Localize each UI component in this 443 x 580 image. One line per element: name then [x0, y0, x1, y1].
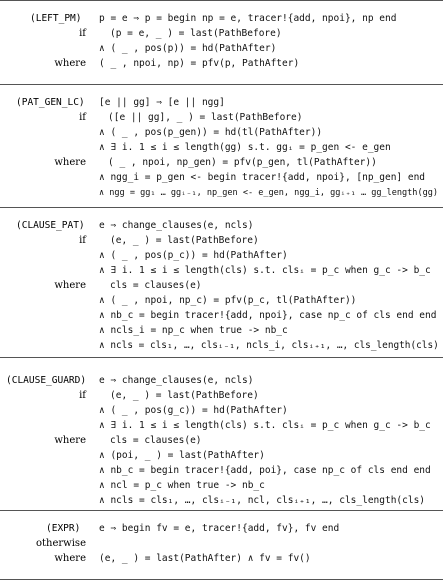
rule-top	[0, 0, 443, 1]
rule-tag-expr: (EXPR)	[46, 523, 81, 534]
rule-line-3-1: e ⇒ change_clauses(e, ncls)	[99, 220, 254, 231]
rule-tag-pat-gen-lc: (PAT_GEN_LC)	[16, 97, 85, 108]
rule-line-2-4: ∧ ∃ i. 1 ≤ i ≤ length(gg) s.t. ggᵢ = p_gen <- e_gen	[99, 142, 391, 153]
rule-line-4-9: ∧ ncls = cls₁, …, clsᵢ₋₁, ncl, clsᵢ₊₁, …, cls_length(cls)	[99, 495, 426, 506]
rule-line-4-6: ∧ (poi, _ ) = last(PathAfter)	[99, 450, 265, 461]
keyword-if-2: if	[79, 112, 86, 123]
rule-4	[0, 510, 443, 511]
rule-line-3-4: ∧ ∃ i. 1 ≤ i ≤ length(cls) s.t. clsᵢ = p_c when g_c -> b_c	[99, 265, 431, 276]
keyword-where-2: where	[54, 157, 86, 168]
rule-line-1-4: ( _ , npoi, np) = pfv(p, PathAfter)	[99, 58, 300, 69]
rule-1	[0, 84, 443, 85]
rule-line-4-3: ∧ ( _ , pos(g_c)) = hd(PathAfter)	[99, 405, 288, 416]
keyword-where-3: where	[54, 280, 86, 291]
rule-line-2-7: ∧ ngg = gg₁ … ggᵢ₋₁, np_gen <- e_gen, ngg_i, ggᵢ₊₁ … gg_length(gg)	[99, 188, 438, 198]
rule-line-2-1: [e || gg] ⇒ [e || ngg]	[99, 97, 225, 108]
rule-line-1-1: p = e ⇒ p = begin np = e, tracer!{add, npoi}, np end	[99, 13, 397, 24]
rule-3	[0, 357, 443, 358]
rule-line-3-8: ∧ ncls_i = np_c when true -> nb_c	[99, 325, 288, 336]
rule-tag-clause-pat: (CLAUSE_PAT)	[16, 220, 85, 231]
rule-tag-clause-guard: (CLAUSE_GUARD)	[6, 375, 87, 386]
keyword-if-3: if	[79, 235, 86, 246]
rule-line-2-3: ∧ ( _ , pos(p_gen)) = hd(tl(PathAfter))	[99, 127, 323, 138]
keyword-where-5: where	[54, 553, 86, 564]
rule-line-4-8: ∧ ncl = p_c when true -> nb_c	[99, 480, 265, 491]
keyword-if-1: if	[79, 28, 86, 39]
rule-2	[0, 207, 443, 208]
rule-line-2-6: ∧ ngg_i = p_gen <- begin tracer!{add, npoi}, [np_gen] end	[99, 172, 426, 183]
rule-line-3-2: (e, _ ) = last(PathBefore)	[110, 235, 259, 246]
keyword-where-1: where	[54, 58, 86, 69]
rule-line-4-4: ∧ ∃ i. 1 ≤ i ≤ length(cls) s.t. clsᵢ = p_c when g_c -> b_c	[99, 420, 431, 431]
rule-line-5-1: e ⇒ begin fv = e, tracer!{add, fv}, fv end	[99, 523, 340, 534]
rule-line-3-5: cls = clauses(e)	[110, 280, 202, 291]
rule-line-2-2: ([e || gg], _ ) = last(PathBefore)	[108, 112, 303, 123]
rule-line-1-2: (p = e, _ ) = last(PathBefore)	[110, 28, 282, 39]
rule-line-3-9: ∧ ncls = cls₁, …, clsᵢ₋₁, ncls_i, clsᵢ₊₁, …, cls_length(cls)	[99, 340, 439, 351]
rule-line-4-7: ∧ nb_c = begin tracer!{add, poi}, case np_c of cls end end	[99, 465, 431, 476]
rule-line-3-7: ∧ nb_c = begin tracer!{add, npoi}, case np_c of cls end end	[99, 310, 437, 321]
rule-tag-left-pm: (LEFT_PM)	[30, 13, 82, 24]
rule-line-3-6: ∧ ( _ , npoi, np_c) = pfv(p_c, tl(PathAfter))	[99, 295, 357, 306]
rule-line-4-1: e ⇒ change_clauses(e, ncls)	[99, 375, 254, 386]
rule-line-4-5: cls = clauses(e)	[110, 435, 202, 446]
keyword-otherwise: otherwise	[36, 538, 86, 549]
rule-line-3-3: ∧ ( _ , pos(p_c)) = hd(PathAfter)	[99, 250, 288, 261]
rule-line-1-3: ∧ ( _ , pos(p)) = hd(PathAfter)	[99, 43, 277, 54]
rule-line-2-5: ( _ , npoi, np_gen) = pfv(p_gen, tl(PathAfter))	[108, 157, 377, 168]
rule-line-4-2: (e, _ ) = last(PathBefore)	[110, 390, 259, 401]
keyword-where-4: where	[54, 435, 86, 446]
rule-line-5-3: (e, _ ) = last(PathAfter) ∧ fv = fv()	[99, 553, 311, 564]
keyword-if-4: if	[79, 390, 86, 401]
